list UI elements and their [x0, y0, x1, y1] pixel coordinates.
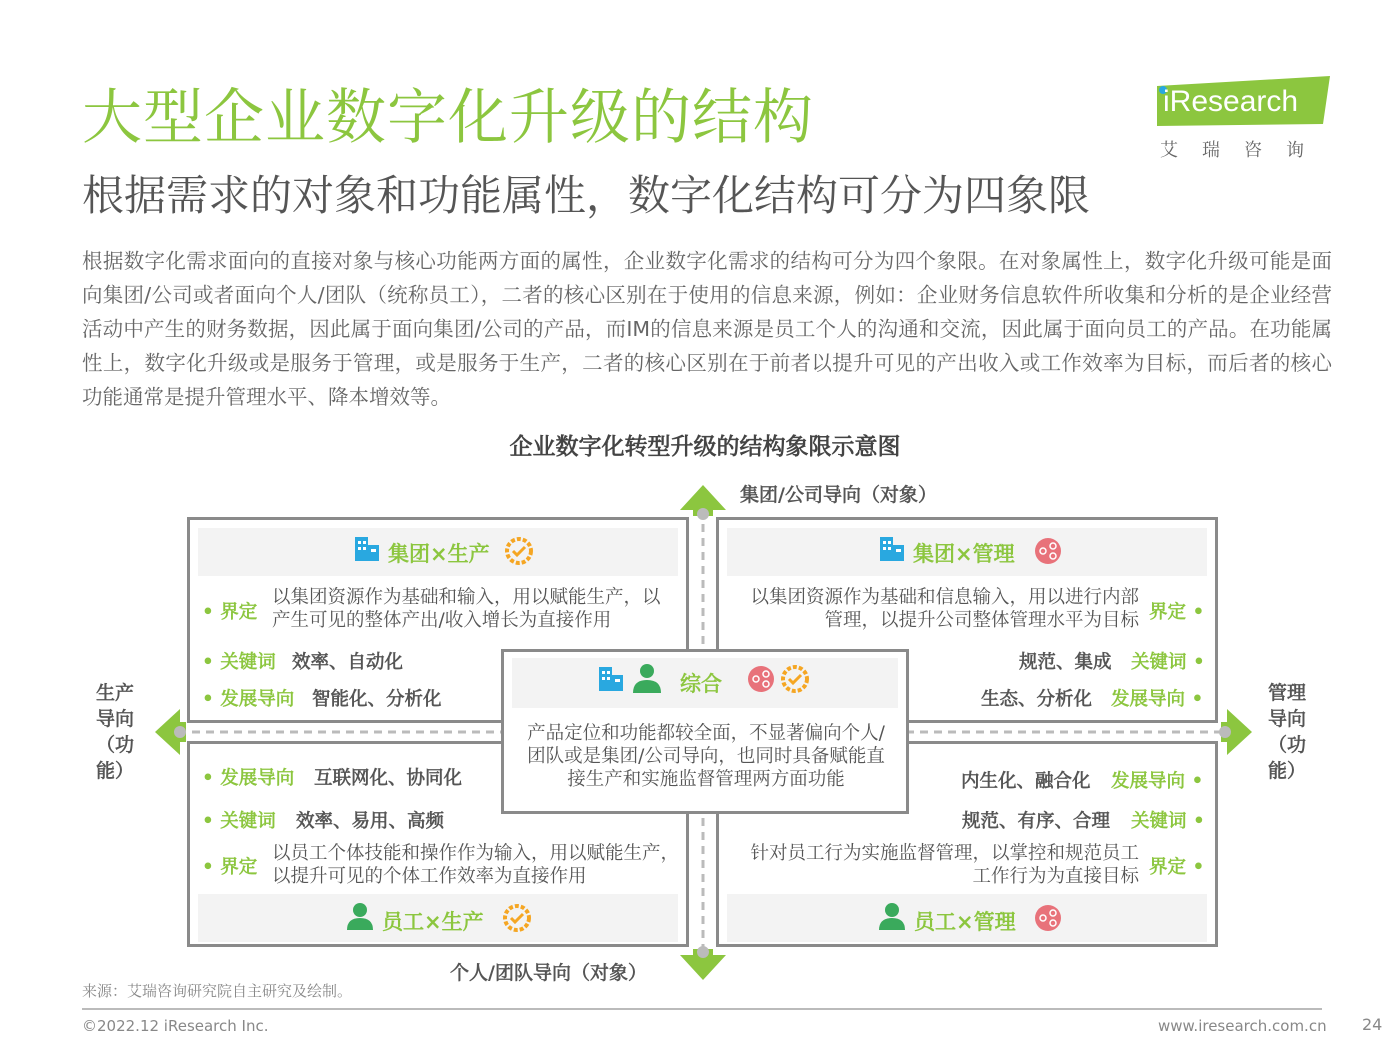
define-text: 以集团资源作为基础和信息输入，用以进行内部管理，以提升公司整体管理水平为目标 [750, 587, 1139, 631]
page-title: 大型企业数字化升级的结构 [82, 83, 814, 153]
direction-label: 发展导向 [1111, 689, 1186, 710]
define-label: 界定 [1149, 602, 1187, 623]
diagram-title: 企业数字化转型升级的结构象限示意图 [509, 434, 901, 460]
gear-check-icon [502, 903, 532, 933]
gear-check-icon [780, 664, 810, 694]
direction-label: 发展导向 [220, 689, 295, 710]
center-desc: 产品定位和功能都较全面，不显著偏向个人/团队或是集团/公司导向，也同时具备赋能直接生产和实施监督管理两方面功能 [527, 723, 885, 790]
person-icon [630, 662, 664, 694]
axis-top-label: 集团/公司导向（对象） [740, 484, 937, 506]
quadrant-staff-management: 内生化、融合化 发展导向 • 规范、有序、合理 关键词 • 针对员工行为实施监督管理，以掌控和规范员工工作行为为直接目标 界定 • 员工×管理 [716, 741, 1218, 947]
center-comprehensive-box [501, 649, 909, 814]
axis-right-label: 管理导向（功能） [1267, 682, 1306, 782]
direction-text: 互联网化、协同化 [314, 768, 463, 789]
keywords-text: 规范、集成 [1019, 652, 1112, 673]
footer-copyright: ©2022.12 iResearch Inc. [82, 1017, 269, 1035]
keywords-text: 效率、易用、高频 [296, 811, 445, 832]
direction-text: 内生化、融合化 [961, 771, 1091, 792]
body-paragraph: 根据数字化需求面向的直接对象与核心功能两方面的属性，企业数字化需求的结构可分为四个象限。在对象属性上，数字化升级可能是面向集团/公司或者面向个人/团队（统称员工），二者的核心区别在于使用的信息来源，例如：企业财务信息软件所收集和分析的是企业经营活动中产生的财务数据，因此属于面向集团/公司的产品，而IM的信息来源是员工个人的沟通和交流，因此属于面向员工的产品。在功能属性上，数字化升级或是服务于管理，或是服务于生产，二者的核心区别在于前者以提升可见的产出收入或工作效率为目标，而后者的核心功能通常是提升管理水平、降本增效等。 [82, 249, 1332, 409]
keywords-text: 规范、有序、合理 [962, 811, 1111, 832]
building-icon [352, 534, 382, 564]
source-note: 来源：艾瑞咨询研究院自主研究及绘制。 [82, 982, 353, 1000]
person-icon [345, 901, 375, 931]
keywords-label: 关键词 [1131, 652, 1187, 673]
quadrant-staff-production: • 发展导向 互联网化、协同化 • 关键词 效率、易用、高频 • 界定 以员工个体技能和操作作为输入，用以赋能生产，以提升可见的个体工作效率为直接作用 员工×生产 [187, 741, 689, 947]
keywords-label: 关键词 [220, 811, 276, 832]
network-icon [746, 664, 776, 694]
define-label: 界定 [1149, 857, 1187, 878]
keywords-label: 关键词 [220, 652, 276, 673]
building-icon [596, 664, 626, 694]
iresearch-logo [1155, 74, 1335, 164]
define-text: 以员工个体技能和操作作为输入，用以赋能生产，以提升可见的个体工作效率为直接作用 [272, 843, 680, 887]
quadrant-title: 员工×管理 [914, 910, 1016, 934]
define-text: 以集团资源作为基础和输入，用以赋能生产，以产生可见的整体产出/收入增长为直接作用 [272, 587, 661, 631]
quadrant-group-management: 集团×管理 以集团资源作为基础和信息输入，用以进行内部管理，以提升公司整体管理水平为目标 界定 • 规范、集成 关键词 • 生态、分析化 发展导向 • [716, 517, 1218, 723]
building-icon [877, 534, 907, 564]
center-title: 综合 [680, 672, 722, 696]
quadrant-title: 集团×生产 [388, 542, 490, 566]
direction-label: 发展导向 [220, 768, 295, 789]
define-label: 界定 [220, 857, 258, 878]
network-icon [1033, 903, 1063, 933]
footer-url: www.iresearch.com.cn [1158, 1017, 1327, 1035]
logo-brand: iResearch [1163, 85, 1299, 118]
gear-check-icon [504, 536, 534, 566]
define-label: 界定 [220, 602, 258, 623]
quadrant-title: 集团×管理 [913, 542, 1015, 566]
axis-left-label: 生产导向（功能） [95, 682, 134, 782]
direction-text: 生态、分析化 [981, 689, 1093, 710]
quadrant-title: 员工×生产 [382, 910, 484, 934]
direction-label: 发展导向 [1111, 771, 1186, 792]
direction-text: 智能化、分析化 [312, 689, 442, 710]
keywords-text: 效率、自动化 [292, 652, 404, 673]
axis-bottom-label: 个人/团队导向（对象） [450, 962, 647, 984]
person-icon [877, 901, 907, 931]
logo-cn: 艾瑞咨询 [1160, 140, 1328, 161]
footer-divider [82, 1008, 1322, 1010]
define-text: 针对员工行为实施监督管理，以掌控和规范员工工作行为为直接目标 [750, 843, 1139, 887]
keywords-label: 关键词 [1131, 811, 1187, 832]
network-icon [1033, 536, 1063, 566]
page-number: 24 [1362, 1015, 1383, 1034]
quadrant-group-production: 集团×生产 • 界定 以集团资源作为基础和输入，用以赋能生产，以产生可见的整体产出/收入增长为直接作用 • 关键词 效率、自动化 • 发展导向 智能化、分析化 [187, 517, 689, 723]
page-subtitle: 根据需求的对象和功能属性，数字化结构可分为四象限 [82, 171, 1091, 220]
